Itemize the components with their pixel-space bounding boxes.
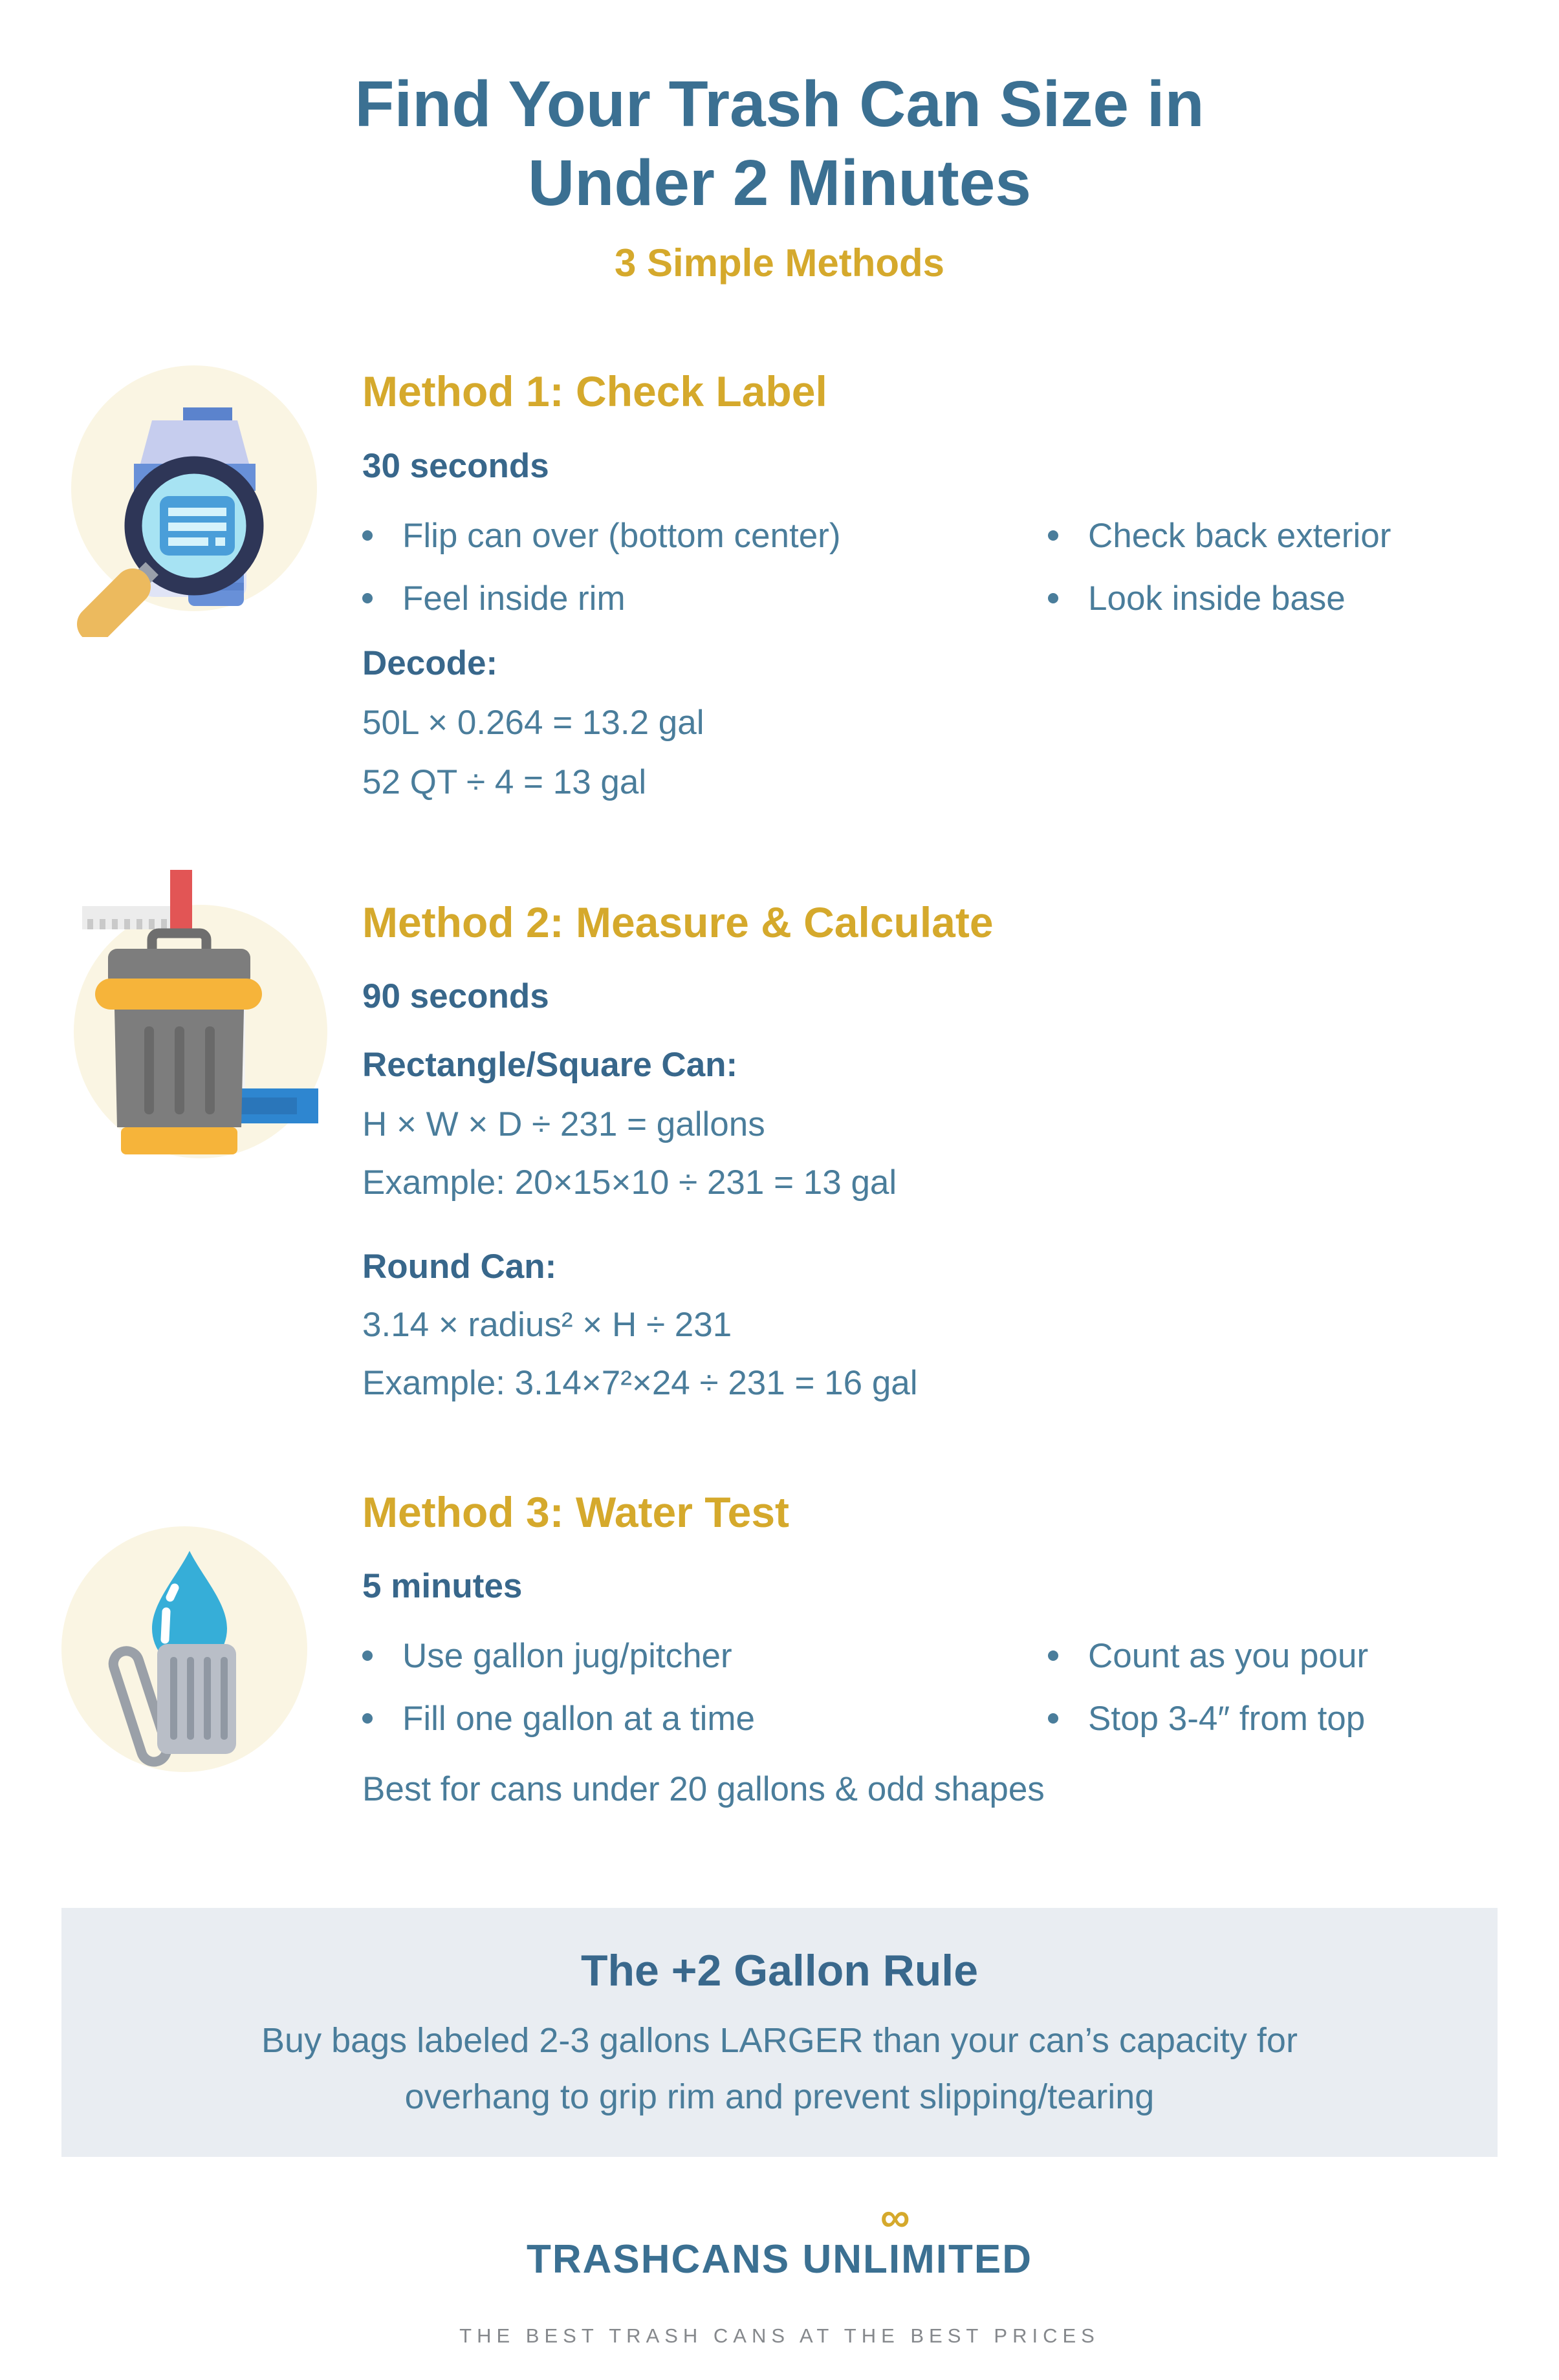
method-3-footnote: Best for cans under 20 gallons & odd shapes bbox=[362, 1770, 1045, 1808]
method-2-title: Method 2: Measure & Calculate bbox=[362, 898, 994, 946]
brand-text: TRASHCANS UNLIMITED bbox=[527, 2237, 1032, 2282]
page-title bbox=[0, 65, 1559, 222]
list-item bbox=[1048, 1636, 1368, 1676]
bullet-dot-icon bbox=[362, 1650, 373, 1661]
bullet-dot-icon bbox=[1048, 1713, 1058, 1724]
page-title-line1: Find Your Trash Can Size in bbox=[354, 68, 1205, 140]
method-1-bullets-left bbox=[362, 516, 840, 642]
method-3-bullets-left bbox=[362, 1636, 755, 1762]
bullet-dot-icon bbox=[1048, 593, 1058, 603]
rectangle-can-formula: H × W × D ÷ 231 = gallons bbox=[362, 1105, 765, 1143]
round-can-label: Round Can: bbox=[362, 1248, 557, 1286]
brand-name bbox=[527, 2194, 1032, 2282]
infinity-icon: ∞ bbox=[880, 2194, 911, 2240]
list-item bbox=[362, 1636, 755, 1676]
bullet-dot-icon bbox=[1048, 530, 1058, 541]
brand-tagline: THE BEST TRASH CANS AT THE BEST PRICES bbox=[459, 2324, 1100, 2347]
bullet-text: Fill one gallon at a time bbox=[402, 1700, 756, 1738]
method-3-bullets-right bbox=[1048, 1636, 1368, 1762]
list-item bbox=[1048, 516, 1391, 556]
page-title-line2: Under 2 Minutes bbox=[528, 147, 1031, 219]
gallon-rule-title: The +2 Gallon Rule bbox=[580, 1946, 979, 1995]
magnifier-trash-can-icon bbox=[61, 352, 327, 637]
bullet-dot-icon bbox=[362, 1713, 373, 1724]
bullet-dot-icon bbox=[362, 593, 373, 603]
method-1-time: 30 seconds bbox=[362, 447, 549, 485]
gallon-rule-body-line1: Buy bags labeled 2-3 gallons LARGER than your can’s capacity for bbox=[261, 2021, 1298, 2060]
method-2-time: 90 seconds bbox=[362, 977, 549, 1015]
bullet-text: Stop 3-4″ from top bbox=[1088, 1700, 1366, 1738]
method-3-time: 5 minutes bbox=[362, 1567, 523, 1605]
list-item bbox=[362, 1699, 755, 1738]
list-item bbox=[362, 516, 840, 556]
list-item bbox=[362, 579, 840, 618]
footer-logo bbox=[0, 2194, 1559, 2282]
bullet-text: Look inside base bbox=[1088, 579, 1346, 618]
bullet-dot-icon bbox=[362, 530, 373, 541]
bullet-text: Feel inside rim bbox=[402, 579, 626, 618]
gallon-rule-box bbox=[61, 1908, 1498, 2157]
gallon-rule-body bbox=[61, 2013, 1498, 2126]
rectangle-can-example: Example: 20×15×10 ÷ 231 = 13 gal bbox=[362, 1163, 897, 1202]
water-drop-trash-can-icon bbox=[55, 1520, 314, 1779]
method-3-title: Method 3: Water Test bbox=[362, 1488, 790, 1536]
list-item bbox=[1048, 1699, 1368, 1738]
decode-label: Decode: bbox=[362, 644, 498, 682]
round-can-example: Example: 3.14×7²×24 ÷ 231 = 16 gal bbox=[362, 1364, 918, 1402]
method-1-title: Method 1: Check Label bbox=[362, 367, 827, 415]
decode-formula-quarts: 52 QT ÷ 4 = 13 gal bbox=[362, 763, 647, 801]
ruler-trash-can-icon bbox=[49, 870, 346, 1167]
bullet-text: Use gallon jug/pitcher bbox=[402, 1637, 732, 1675]
bullet-dot-icon bbox=[1048, 1650, 1058, 1661]
bullet-text: Check back exterior bbox=[1088, 517, 1391, 555]
decode-formula-liters: 50L × 0.264 = 13.2 gal bbox=[362, 704, 704, 742]
bullet-text: Count as you pour bbox=[1088, 1637, 1369, 1675]
list-item bbox=[1048, 579, 1391, 618]
method-1-bullets-right bbox=[1048, 516, 1391, 642]
page-subtitle: 3 Simple Methods bbox=[614, 241, 945, 285]
gallon-rule-body-line2: overhang to grip rim and prevent slipping/tearing bbox=[404, 2077, 1155, 2117]
round-can-formula: 3.14 × radius² × H ÷ 231 bbox=[362, 1306, 732, 1344]
bullet-text: Flip can over (bottom center) bbox=[402, 517, 841, 555]
rectangle-can-label: Rectangle/Square Can: bbox=[362, 1046, 738, 1084]
